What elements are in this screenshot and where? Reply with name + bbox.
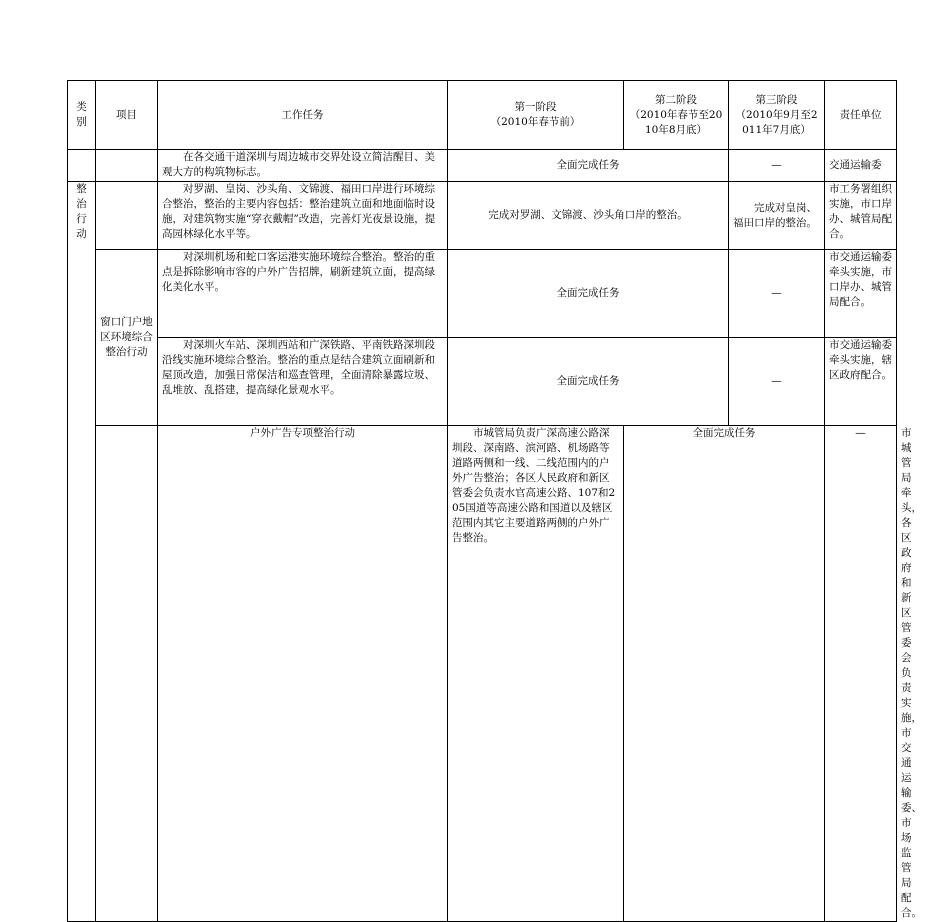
table-row: [68, 338, 897, 426]
table-row: [68, 182, 897, 250]
phase3-cell: —: [729, 338, 825, 426]
header-category: 类 别: [68, 81, 96, 150]
item-cell-empty: [96, 150, 158, 182]
unit-cell: 市交通运输委牵头实施，辖区政府配合。: [825, 338, 897, 426]
phase1-title: 第一阶段: [514, 101, 557, 113]
task-cell: 对深圳火车站、深圳西站和广深铁路、平南铁路深圳段沿线实施环境综合整治。整治的重点是结合建筑立面刷新和屋顶改造，加强日常保洁和巡查管理，全面清除暴露垃圾、乱堆放、乱搭建，提高绿化景观水平。: [158, 338, 448, 426]
unit-cell: 市工务署组织实施，市口岸办、城管局配合。: [825, 182, 897, 250]
phase3-title: 第三阶段: [755, 93, 798, 106]
task-cell: 市城管局负责广深高速公路深圳段、深南路、滨河路、机场路等道路两侧和一线、二线范围内的户外广告整治；各区人民政府和新区管委会负责水官高速公路、107和205国道等高速公路和国道以及辖区范围内其它主要道路两侧的户外广告整治。: [448, 426, 624, 922]
header-item: 项目: [96, 81, 158, 150]
phase3-cell: —: [729, 250, 825, 338]
phase3-subtitle: （2010年9月至2011年7月底）: [735, 108, 818, 136]
phase12-cell: 全面完成任务: [624, 426, 825, 922]
unit-cell: 市交通运输委牵头实施，市口岸办、城管局配合。: [825, 250, 897, 338]
task-cell: 对深圳机场和蛇口客运港实施环境综合整治。整治的重点是拆除影响市容的户外广告招牌，刷新建筑立面，提高绿化美化水平。: [158, 250, 448, 338]
phase3-cell: —: [729, 150, 825, 182]
table-row: [68, 250, 897, 338]
category-cell: 整 治 行 动: [68, 182, 96, 922]
header-phase2: [624, 81, 729, 150]
category-cell-empty: [68, 150, 96, 182]
phase12-cell: 全面完成任务: [448, 338, 729, 426]
phase12-cell: 全面完成任务: [448, 250, 729, 338]
category-cell-empty: [96, 426, 158, 922]
work-plan-table: [67, 80, 922, 922]
header-task: 工作任务: [158, 81, 448, 150]
phase1-subtitle: （2010年春节前）: [490, 116, 581, 128]
phase2-subtitle: （2010年春节至2010年8月底）: [629, 108, 723, 136]
phase3-cell: —: [825, 426, 897, 922]
unit-cell: 交通运输委: [825, 150, 897, 182]
header-row: [68, 81, 897, 150]
task-cell: 在各交通干道深圳与周边城市交界处设立简洁醒目、美观大方的构筑物标志。: [158, 150, 448, 182]
task-cell: 对罗湖、皇岗、沙头角、文锦渡、福田口岸进行环境综合整治，整治的主要内容包括：整治建筑立面和地面临时设施，对建筑物实施“穿衣戴帽”改造，完善灯光夜景设施，提高园林绿化水平等。: [158, 182, 448, 250]
phase3-cell: 完成对皇岗、福田口岸的整治。: [729, 182, 825, 250]
phase2-title: 第二阶段: [655, 93, 697, 106]
table-row: [68, 150, 897, 182]
header-unit: 责任单位: [825, 81, 897, 150]
phase12-cell: 完成对罗湖、文锦渡、沙头角口岸的整治。: [448, 182, 729, 250]
group-window-cell: 窗口门户地区环境综合整治行动: [96, 250, 158, 426]
group-billboard-cell: 户外广告专项整治行动: [158, 426, 448, 922]
header-phase3: [729, 81, 825, 150]
header-phase1: [448, 81, 624, 150]
phase12-cell: 全面完成任务: [448, 150, 729, 182]
item-cell-empty: [96, 182, 158, 250]
table-row: 户外广告专项整治行动 市城管局负责广深高速公路深圳段、深南路、滨河路、机场路等道路两侧和一线、二线范围内的户外广告整治；各区人民政府和新区管委会负责水官高速公路、107和205国道等高速公路和国道以及辖区范围内其它主要道路两侧的户外广告整治。 全面完成任务 — 市城管局牵头，各区政府和新区管委会负责实施，市交通运输委、市场监管局配合。: [68, 426, 897, 922]
